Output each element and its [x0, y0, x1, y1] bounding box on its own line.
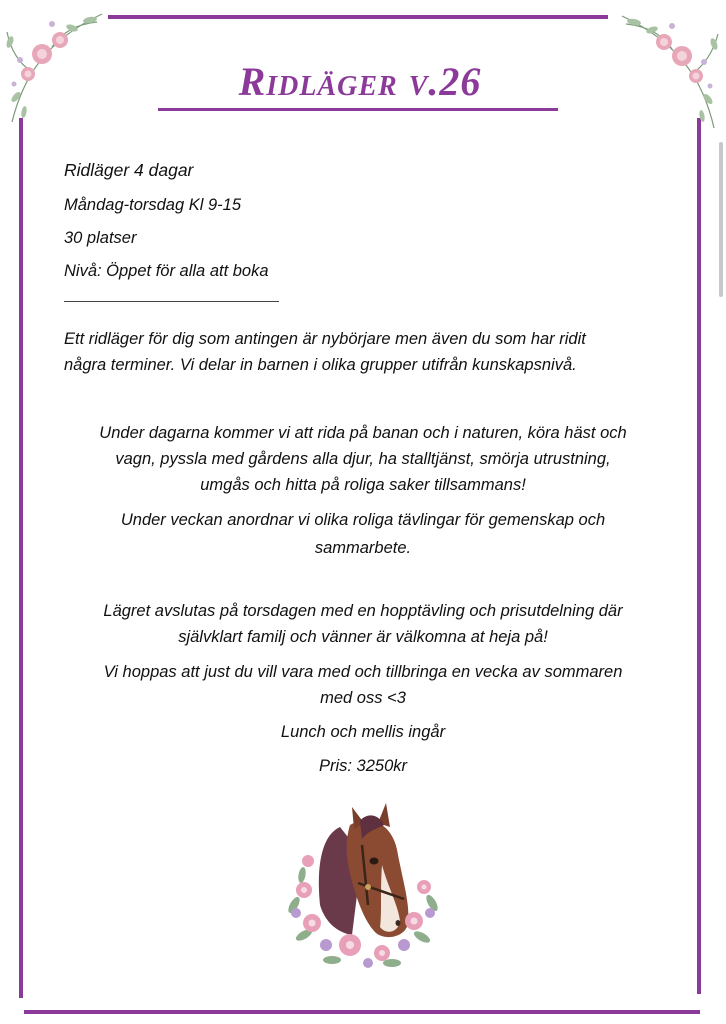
ending-line: Lägret avslutas på torsdagen med en hopptävling och prisutdelning där	[103, 602, 623, 620]
hope-line: med oss <3	[320, 689, 406, 707]
competitions-paragraph	[40, 506, 686, 562]
intro-line: några terminer. Vi delar in barnen i olika grupper utifrån kunskapsnivå.	[64, 356, 577, 374]
activities-line: Under dagarna kommer vi att rida på banan och i naturen, köra häst och	[99, 424, 627, 442]
lunch-text: Lunch och mellis ingår	[280, 723, 446, 741]
ending-paragraph	[40, 598, 686, 650]
flower-corner-icon	[2, 2, 107, 127]
hope-paragraph	[40, 659, 686, 711]
competitions-line: sammarbete.	[314, 539, 412, 557]
intro-line: Ett ridläger för dig som antingen är nybörjare men även du som har ridit	[64, 330, 586, 348]
page-title: Ridläger v.26	[238, 59, 482, 104]
divider-line	[64, 301, 279, 302]
hope-line: Vi hoppas att just du vill vara med och tillbringa en vecka av sommaren	[103, 663, 623, 681]
title-underline	[158, 108, 558, 111]
ending-line: självklart familj och vänner är välkomna at heja på!	[178, 628, 548, 646]
price-text: Pris: 3250kr	[318, 757, 408, 775]
info-places: 30 platser	[64, 229, 137, 247]
flower-corner-icon	[616, 4, 724, 132]
competitions-line: Under veckan anordnar vi olika roliga tävlingar för gemenskap och	[120, 511, 606, 529]
activities-line: umgås och hitta på roliga saker tillsammans!	[200, 476, 526, 494]
info-time: Måndag-torsdag Kl 9-15	[64, 196, 242, 214]
info-days: Ridläger 4 dagar	[64, 160, 194, 180]
activities-line: vagn, pyssla med gårdens alla djur, ha stalltjänst, smörja utrustning,	[115, 450, 611, 468]
horse-wreath-icon	[282, 795, 442, 980]
activities-paragraph	[40, 420, 686, 498]
intro-paragraph	[64, 326, 684, 378]
top-border	[108, 15, 608, 19]
info-level: Nivå: Öppet för alla att boka	[64, 262, 269, 280]
bottom-border	[24, 1010, 700, 1014]
right-border	[697, 118, 701, 994]
left-border	[19, 118, 23, 998]
scrollbar[interactable]	[719, 142, 723, 297]
